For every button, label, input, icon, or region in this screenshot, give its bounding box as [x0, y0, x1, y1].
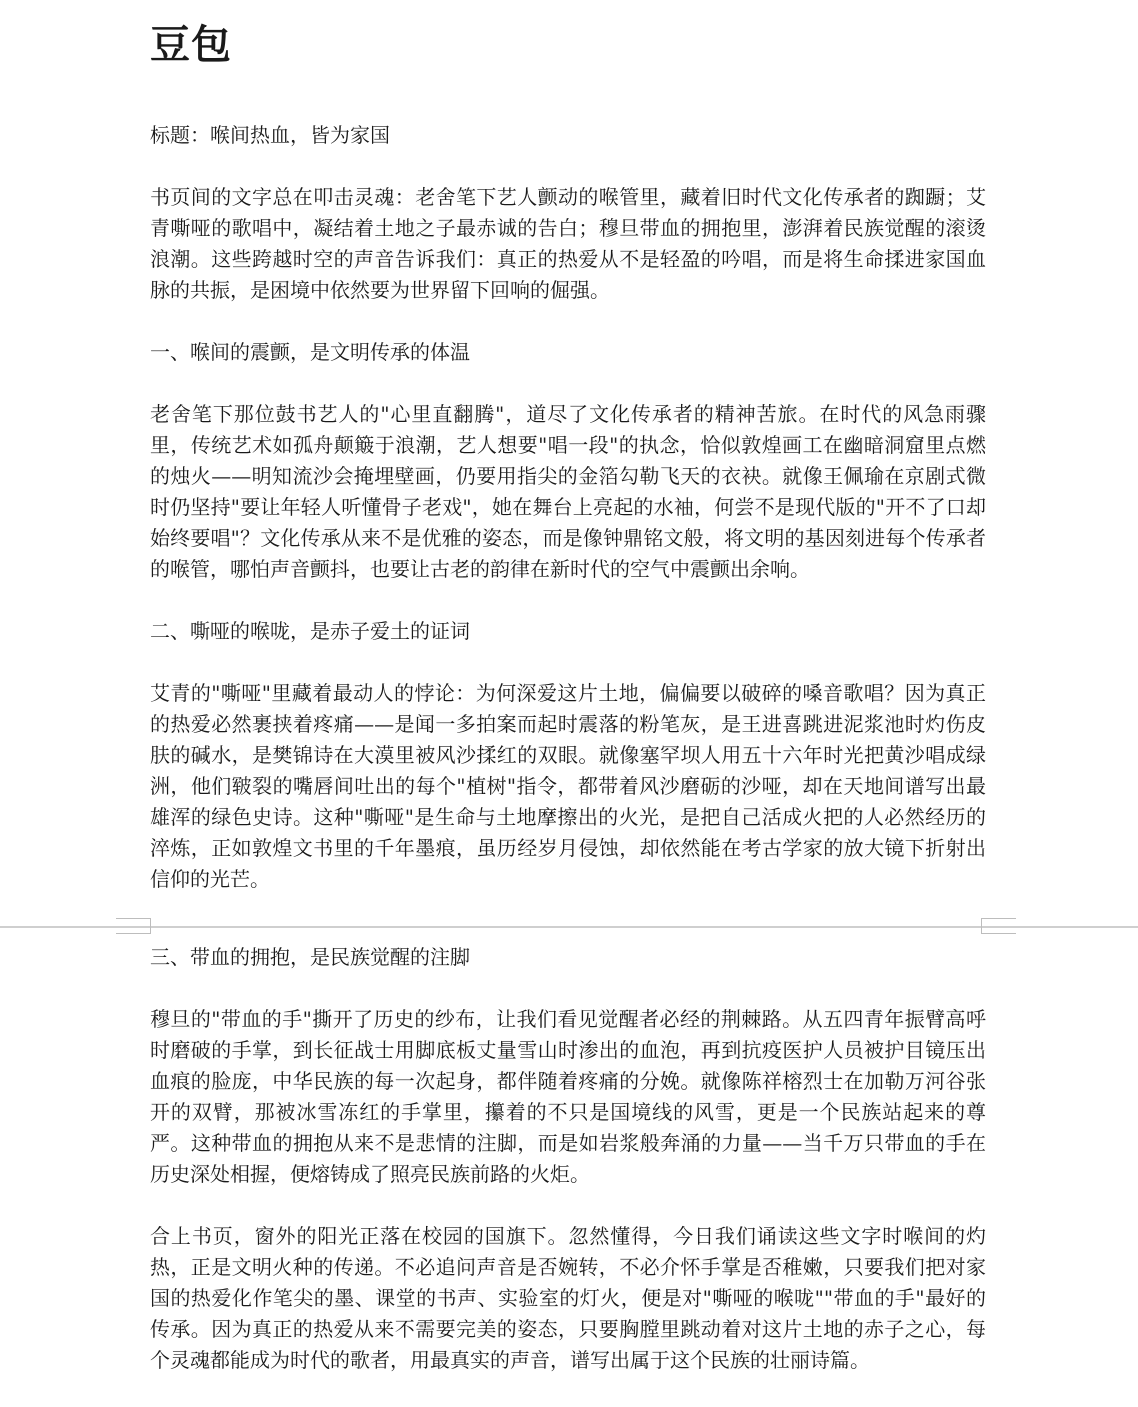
section-heading-1: 一、喉间的震颤，是文明传承的体温	[150, 340, 470, 364]
page-corner-mark-right	[981, 918, 1016, 934]
section-heading-3: 三、带血的拥抱，是民族觉醒的注脚	[150, 945, 470, 969]
document-body	[150, 18, 986, 1407]
section-heading-2: 二、嘶哑的喉咙，是赤子爱土的证词	[150, 619, 470, 643]
page-corner-mark-left	[116, 918, 151, 934]
essay-subtitle: 标题：喉间热血，皆为家国	[150, 123, 390, 147]
section-body-3: 穆旦的"带血的手"撕开了历史的纱布，让我们看见觉醒者必经的荆棘路。从五四青年振臂高呼时磨破的手掌，到长征战士用脚底板丈量雪山时渗出的血泡，再到抗疫医护人员被护目镜压出血痕的脸庞，中华民族的每一次起身，都伴随着疼痛的分娩。就像陈祥榕烈士在加勒万河谷张开的双臂，那被冰雪冻红的手掌里，攥着的不只是国境线的风雪，更是一个民族站起来的尊严。这种带血的拥抱从来不是悲情的注脚，而是如岩浆般奔涌的力量——当千万只带血的手在历史深处相握，便熔铸成了照亮民族前路的火炬。	[150, 1007, 986, 1186]
document-title: 豆包	[150, 21, 232, 68]
section-body-2: 艾青的"嘶哑"里藏着最动人的悖论：为何深爱这片土地，偏偏要以破碎的嗓音歌唱？因为真正的热爱必然裹挟着疼痛——是闻一多拍案而起时震落的粉笔灰，是王进喜跳进泥浆池时灼伤皮肤的碱水，是樊锦诗在大漠里被风沙揉红的双眼。就像塞罕坝人用五十六年时光把黄沙唱成绿洲，他们皲裂的嘴唇间吐出的每个"植树"指令，都带着风沙磨砺的沙哑，却在天地间谱写出最雄浑的绿色史诗。这种"嘶哑"是生命与土地摩擦出的火光，是把自己活成火把的人必然经历的淬炼，正如敦煌文书里的千年墨痕，虽历经岁月侵蚀，却依然能在考古学家的放大镜下折射出信仰的光芒。	[150, 681, 986, 891]
page-break-spacer	[150, 926, 986, 942]
section-body-1: 老舍笔下那位鼓书艺人的"心里直翻腾"，道尽了文化传承者的精神苦旅。在时代的风急雨骤里，传统艺术如孤舟颠簸于浪潮，艺人想要"唱一段"的执念，恰似敦煌画工在幽暗洞窟里点燃的烛火——明知流沙会掩埋壁画，仍要用指尖的金箔勾勒飞天的衣袂。就像王佩瑜在京剧式微时仍坚持"要让年轻人听懂骨子老戏"，她在舞台上亮起的水袖，何尝不是现代版的"开不了口却始终要唱"？文化传承从来不是优雅的姿态，而是像钟鼎铭文般，将文明的基因刻进每个传承者的喉管，哪怕声音颤抖，也要让古老的韵律在新时代的空气中震颤出余响。	[150, 402, 986, 581]
conclusion-paragraph: 合上书页，窗外的阳光正落在校园的国旗下。忽然懂得，今日我们诵读这些文字时喉间的灼热，正是文明火种的传递。不必追问声音是否婉转，不必介怀手掌是否稚嫩，只要我们把对家国的热爱化作笔尖的墨、课堂的书声、实验室的灯火，便是对"嘶哑的喉咙""带血的手"最好的传承。因为真正的热爱从来不需要完美的姿态，只要胸膛里跳动着对这片土地的赤子之心，每个灵魂都能成为时代的歌者，用最真实的声音，谱写出属于这个民族的壮丽诗篇。	[150, 1224, 986, 1372]
intro-paragraph: 书页间的文字总在叩击灵魂：老舍笔下艺人颤动的喉管里，藏着旧时代文化传承者的踟蹰；艾青嘶哑的歌唱中，凝结着土地之子最赤诚的告白；穆旦带血的拥抱里，澎湃着民族觉醒的滚烫浪潮。这些跨越时空的声音告诉我们：真正的热爱从不是轻盈的吟唱，而是将生命揉进家国血脉的共振，是困境中依然要为世界留下回响的倔强。	[150, 185, 986, 302]
